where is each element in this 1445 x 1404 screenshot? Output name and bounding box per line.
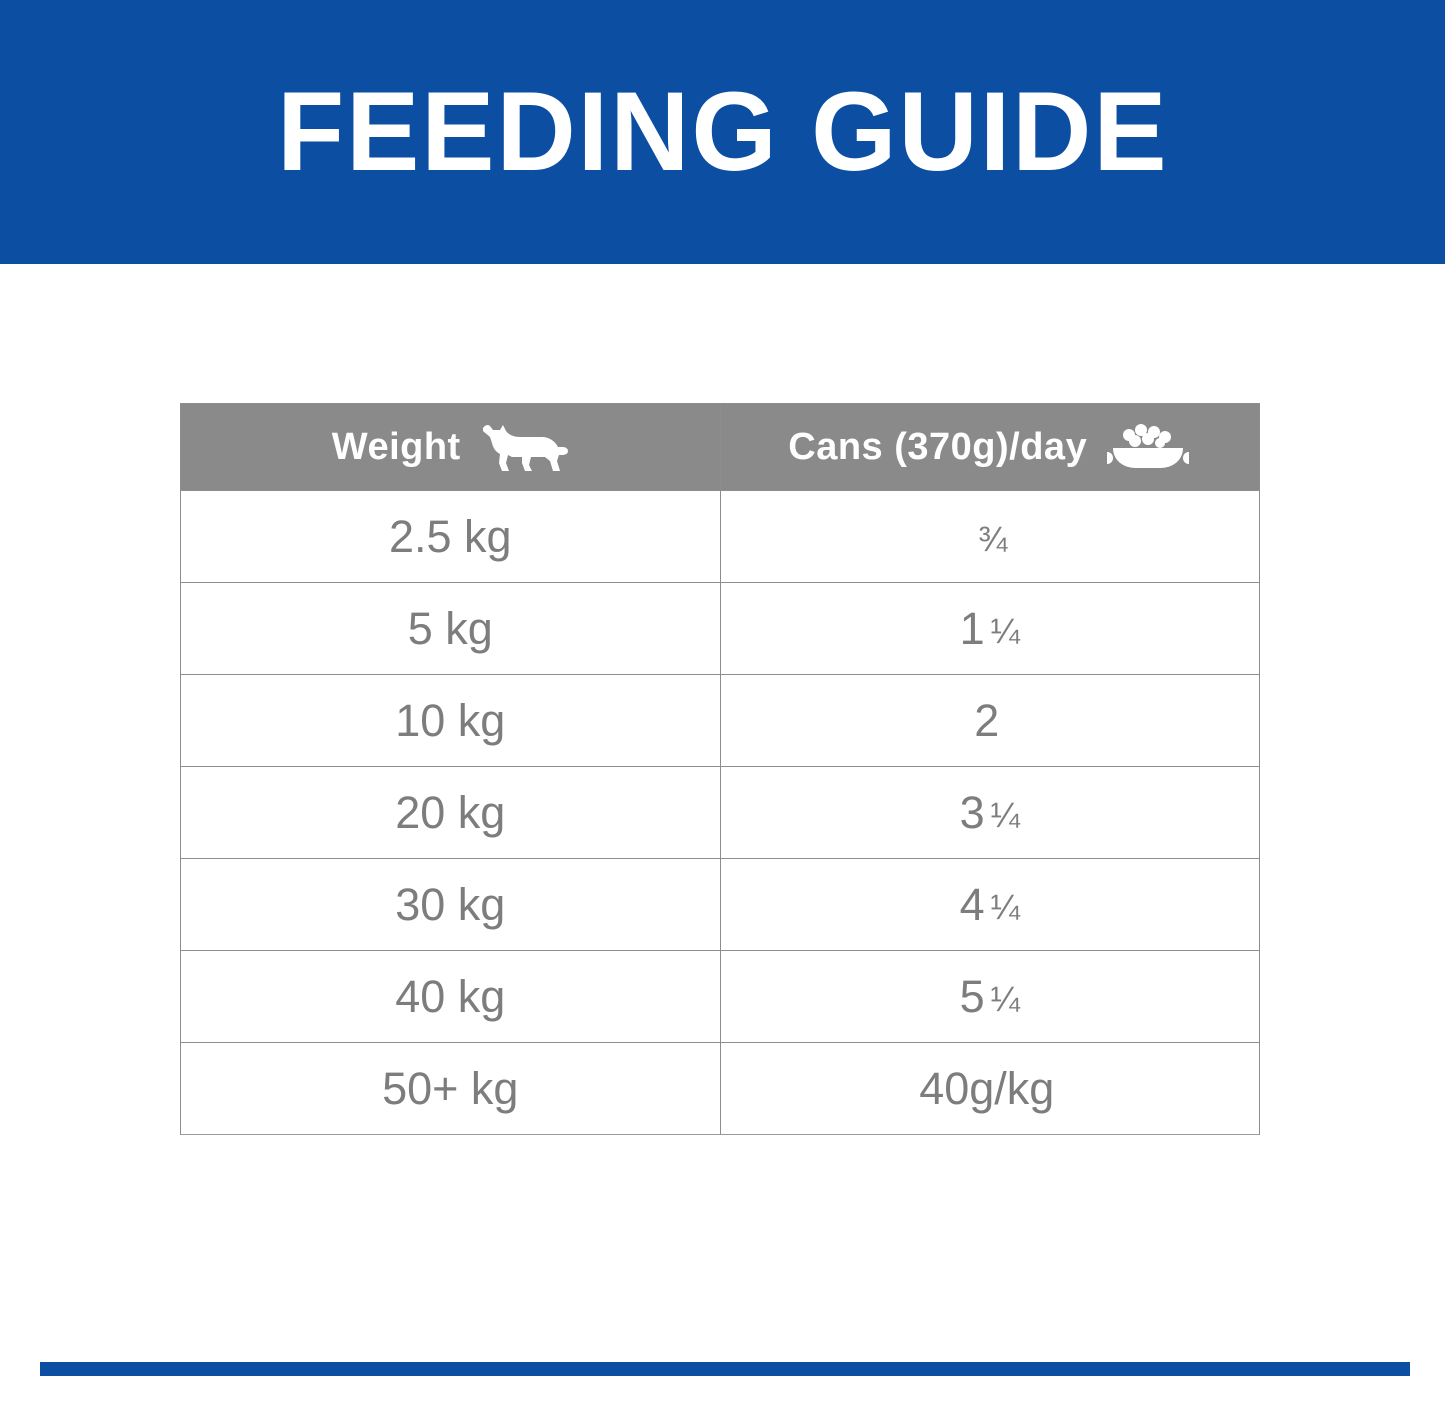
cell-amount [720,859,1260,951]
amount-whole: 2 [974,694,1000,746]
amount-fraction: ¼ [990,887,1020,927]
amount-fraction: ¼ [990,611,1020,651]
cell-weight: 2.5 kg [181,491,721,583]
column-header-weight-label: Weight [331,425,461,468]
footer-accent-bar [40,1362,1410,1376]
cell-weight: 30 kg [181,859,721,951]
amount-fraction: ¾ [978,519,1008,559]
feeding-guide-header [0,0,1445,264]
table-header-row [181,404,1260,491]
table-row [181,951,1260,1043]
amount-whole: 5 [959,970,985,1022]
amount-fraction: ¼ [990,795,1020,835]
cell-amount [720,583,1260,675]
cell-amount [720,1043,1260,1135]
amount-fraction: ¼ [990,979,1020,1019]
cell-weight: 10 kg [181,675,721,767]
dog-icon [479,421,569,473]
food-bowl-icon [1105,422,1191,472]
cell-amount [720,767,1260,859]
table-row [181,491,1260,583]
cell-amount [720,951,1260,1043]
column-header-cans [720,404,1260,491]
table-row [181,583,1260,675]
amount-whole: 40g/kg [919,1062,1055,1114]
cell-weight: 5 kg [181,583,721,675]
cell-amount [720,491,1260,583]
amount-whole: 3 [959,786,985,838]
amount-whole: 4 [959,878,985,930]
cell-amount [720,675,1260,767]
column-header-cans-label: Cans (370g)/day [788,425,1088,468]
table-body [181,491,1260,1135]
feeding-guide-table [180,403,1260,1135]
table-row [181,1043,1260,1135]
column-header-weight [181,404,721,491]
cell-weight: 50+ kg [181,1043,721,1135]
table-row [181,675,1260,767]
feeding-guide-table-container [180,403,1260,1135]
amount-whole: 1 [959,602,985,654]
table-row [181,767,1260,859]
table-row [181,859,1260,951]
table-header [181,404,1260,491]
page-title: FEEDING GUIDE [276,69,1169,194]
cell-weight: 20 kg [181,767,721,859]
cell-weight: 40 kg [181,951,721,1043]
